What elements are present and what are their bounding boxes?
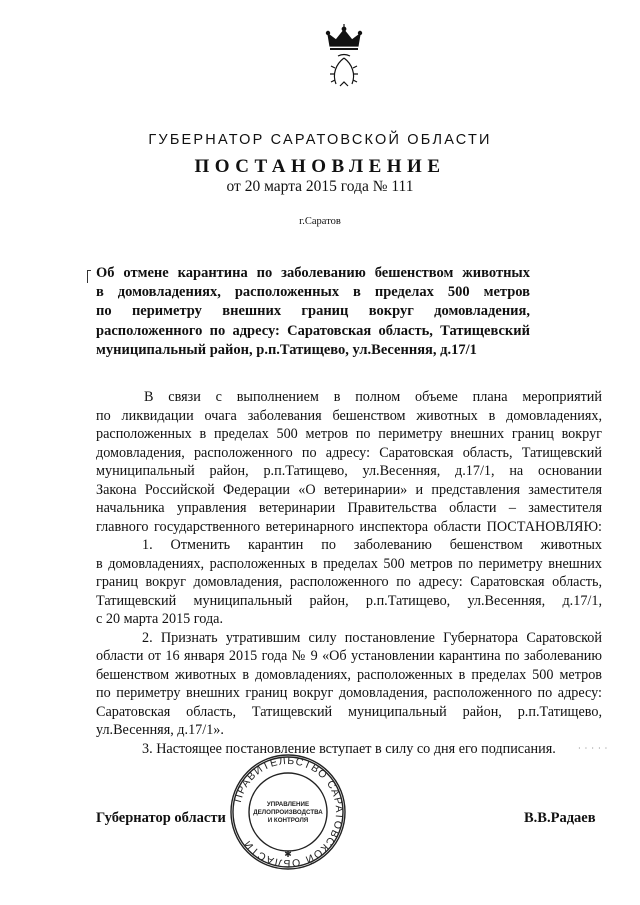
subject-bracket-mark	[87, 270, 91, 283]
seal-star-icon: ✱	[284, 849, 292, 859]
body-line: 2. Признать утратившим силу постановление Губернатора Саратовской	[142, 629, 602, 646]
crown-emblem-icon	[318, 22, 370, 92]
body-line: по периметру внешних границ вокруг домовладения, расположенного по адресу:	[96, 685, 602, 701]
body-line: В связи с выполнением в полном объеме плана мероприятий	[144, 389, 602, 405]
official-seal	[228, 752, 348, 872]
subject-line: муниципальный район, р.п.Татищево, ул.Весенняя, д.17/1	[96, 341, 477, 358]
document-body	[96, 388, 602, 758]
authority-title: ГУБЕРНАТОР САРАТОВСКОЙ ОБЛАСТИ	[148, 132, 492, 148]
subject-line: по периметру внешних границ вокруг домовладения,	[96, 303, 530, 320]
body-line: с 20 марта 2015 года.	[96, 611, 224, 627]
seal-center-line: ДЕЛОПРОИЗВОДСТВА	[253, 809, 323, 816]
scan-dots: · · · · ·	[578, 744, 609, 753]
body-line: в домовладениях, расположенных в пределах 500 метров по периметру внешних	[96, 555, 602, 572]
subject-line: в домовладениях, расположенных в пределах 500 метров	[96, 284, 530, 301]
body-line: начальника управления ветеринарии Правительства области – заместителя	[96, 500, 602, 516]
body-line: 1. Отменить карантин по заболеванию бешенством животных	[142, 537, 602, 553]
body-line: ул.Весенняя, д.17/1».	[96, 722, 224, 738]
body-line: области от 16 января 2015 года № 9 «Об установлении карантина по заболеванию	[96, 648, 602, 664]
subject-line: Об отмене карантина по заболеванию бешенством животных	[96, 265, 530, 281]
body-line: бешенством животных в домовладениях, расположенных в пределах 500 метров	[96, 666, 602, 683]
document-city: г.Саратов	[299, 216, 341, 227]
seal-center-line: И КОНТРОЛЯ	[267, 817, 309, 824]
subject-line: расположенного по адресу: Саратовская область, Татищевский	[96, 322, 530, 339]
body-line: Саратовская область, Татищевский муниципальный район, р.п.Татищево,	[96, 703, 602, 720]
signatory-name: В.В.Радаев	[524, 810, 596, 826]
seal-ring-text: ПРАВИТЕЛЬСТВО САРАТОВСКОЙ ОБЛАСТИ	[231, 754, 346, 870]
seal-center-line: УПРАВЛЕНИЕ	[266, 801, 310, 808]
document-type: ПОСТАНОВЛЕНИЕ	[194, 156, 446, 177]
body-line: 3. Настоящее постановление вступает в силу со дня его подписания.	[142, 740, 556, 757]
body-line: расположенных в пределах 500 метров по периметру внешних границ вокруг	[96, 426, 602, 442]
document-subject	[96, 264, 530, 360]
signatory-role: Губернатор области	[96, 810, 226, 826]
body-line: Закона Российской Федерации «О ветеринарии» и представления заместителя	[96, 481, 602, 498]
body-line: главного государственного ветеринарного инспектора области ПОСТАНОВЛЯЮ:	[96, 518, 602, 535]
body-line: домовладения, расположенного по адресу: Саратовская область, Татищевский	[96, 444, 602, 461]
body-line: Татищевский муниципальный район, р.п.Татищево, ул.Весенняя, д.17/1,	[96, 592, 602, 609]
body-line: по ликвидации очага заболевания бешенством животных в домовладениях,	[96, 407, 602, 424]
body-line: границ вокруг домовладения, расположенного по адресу: Саратовская область,	[96, 574, 602, 590]
document-date-number: от 20 марта 2015 года № 111	[226, 178, 414, 195]
body-line: муниципальный район, р.п.Татищево, ул.Весенняя, д.17/1, на основании	[96, 463, 602, 479]
